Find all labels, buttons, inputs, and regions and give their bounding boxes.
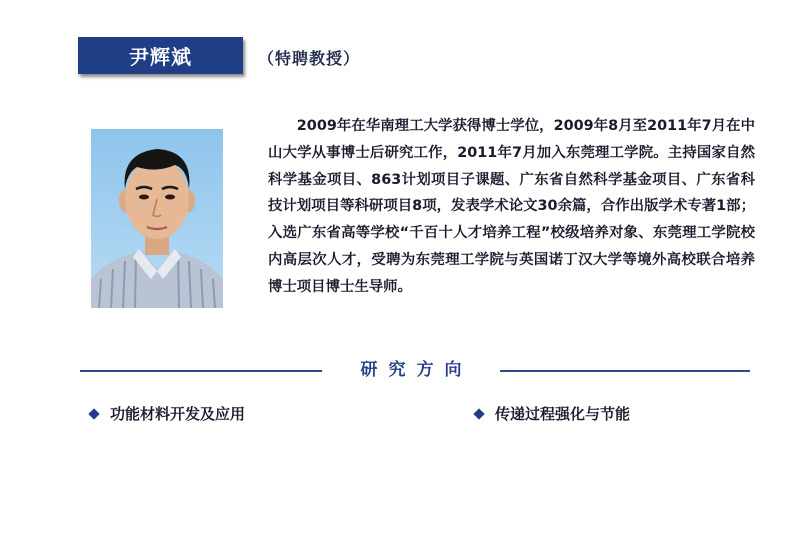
research-item-label: 功能材料开发及应用 — [110, 405, 246, 423]
portrait-photo — [91, 129, 223, 308]
person-name: 尹辉斌 — [129, 45, 192, 69]
bio-paragraph: 2009年在华南理工大学获得博士学位，2009年8月至2011年7月在中山大学从事博士后研究工作，2011年7月加入东莞理工学院。主持国家自然科学基金项目、863计划项目子课题、广东省自然科学基金项目、广东省科技计划项目等科研项目8项，发表学术论文30余篇，合作出版学术专著1部；入选广东省高等学校“千百十人才培养工程”校级培养对象、东莞理工学院校内高层次人才，受聘为东莞理工学院与英国诺丁汉大学等境外高校联合培养博士项目博士生导师。 — [268, 118, 755, 295]
person-title: （特聘教授） — [258, 49, 361, 68]
research-item-label: 传递过程强化与节能 — [495, 405, 631, 423]
portrait-illustration — [91, 129, 223, 308]
research-heading: 研究方向 — [360, 360, 473, 380]
name-banner — [78, 37, 243, 74]
section-divider-right — [500, 370, 750, 372]
diamond-icon — [88, 408, 99, 419]
research-item — [473, 403, 630, 424]
diamond-icon — [473, 408, 484, 419]
section-divider-left — [80, 370, 322, 372]
research-item — [88, 403, 245, 424]
